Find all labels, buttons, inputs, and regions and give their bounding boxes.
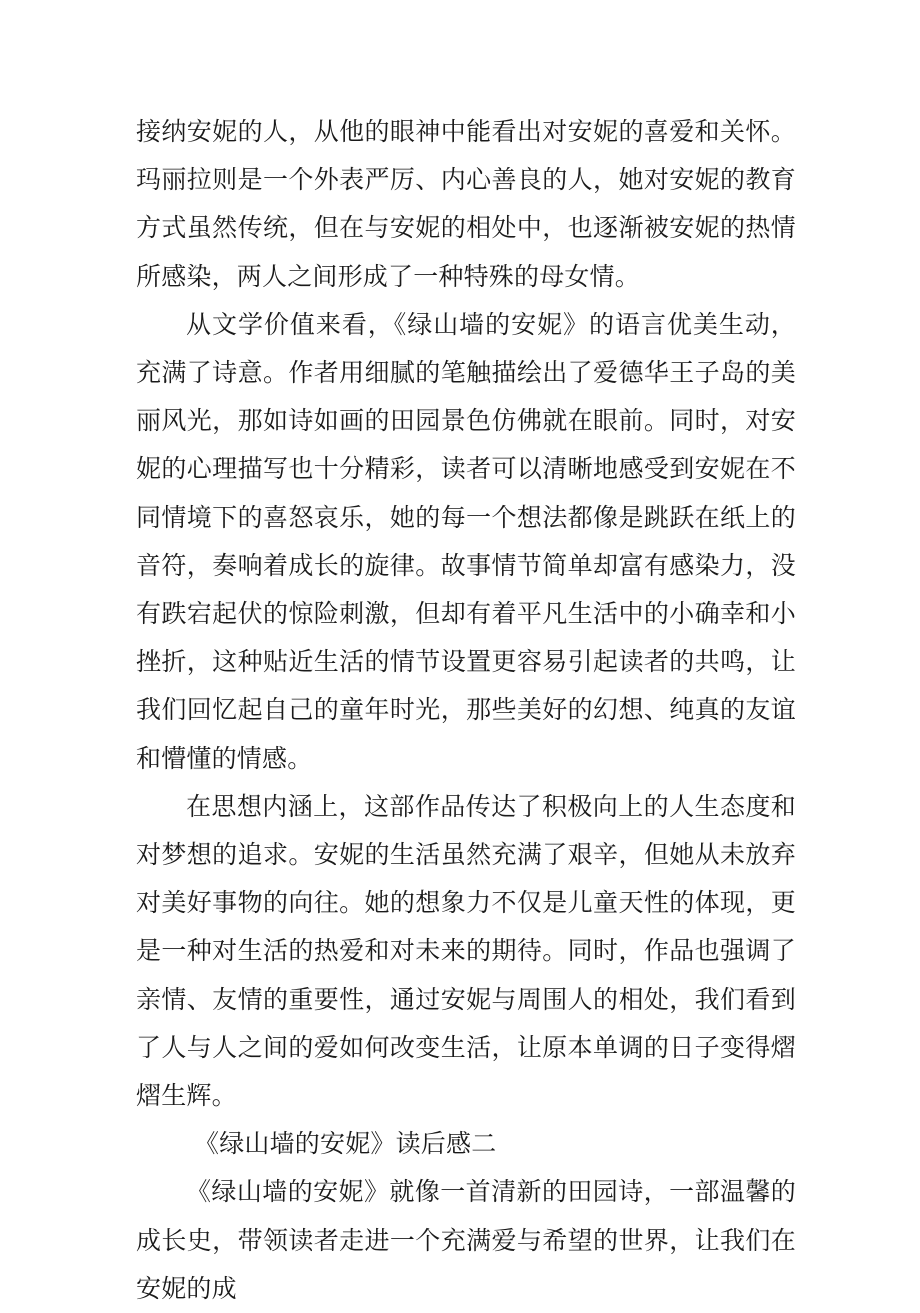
- paragraph-second-essay-intro: 《绿山墙的安妮》就像一首清新的田园诗，一部温馨的成长史，带领读者走进一个充满爱与希望的世界，让我们在安妮的成: [136, 1177, 796, 1303]
- section-heading: 《绿山墙的安妮》读后感二: [194, 1129, 497, 1159]
- paragraph-literary-value: 从文学价值来看，《绿山墙的安妮》的语言优美生动，充满了诗意。作者用细腻的笔触描绘出了爱德华王子岛的美丽风光，那如诗如画的田园景色仿佛就在眼前。同时，对安妮的心理描写也十分精彩，读者可以清晰地感受到安妮在不同情境下的喜怒哀乐，她的每一个想法都像是跳跃在纸上的音符，奏响着成长的旋律。故事情节简单却富有感染力，没有跌宕起伏的惊险刺激，但却有着平凡生活中的小确幸和小挫折，这种贴近生活的情节设置更容易引起读者的共鸣，让我们回忆起自己的童年时光，那些美好的幻想、纯真的友谊和懵懂的情感。: [136, 309, 796, 773]
- document-body: [136, 108, 796, 1313]
- paragraph-continuation: 接纳安妮的人，从他的眼神中能看出对安妮的喜爱和关怀。玛丽拉则是一个外表严厉、内心善良的人，她对安妮的教育方式虽然传统，但在与安妮的相处中，也逐渐被安妮的热情所感染，两人之间形成了一种特殊的母女情。: [136, 117, 796, 291]
- paragraph-thematic-content: 在思想内涵上，这部作品传达了积极向上的人生态度和对梦想的追求。安妮的生活虽然充满了艰辛，但她从未放弃对美好事物的向往。她的想象力不仅是儿童天性的体现，更是一种对生活的热爱和对未来的期待。同时，作品也强调了亲情、友情的重要性，通过安妮与周围人的相处，我们看到了人与人之间的爱如何改变生活，让原本单调的日子变得熠熠生辉。: [136, 791, 796, 1111]
